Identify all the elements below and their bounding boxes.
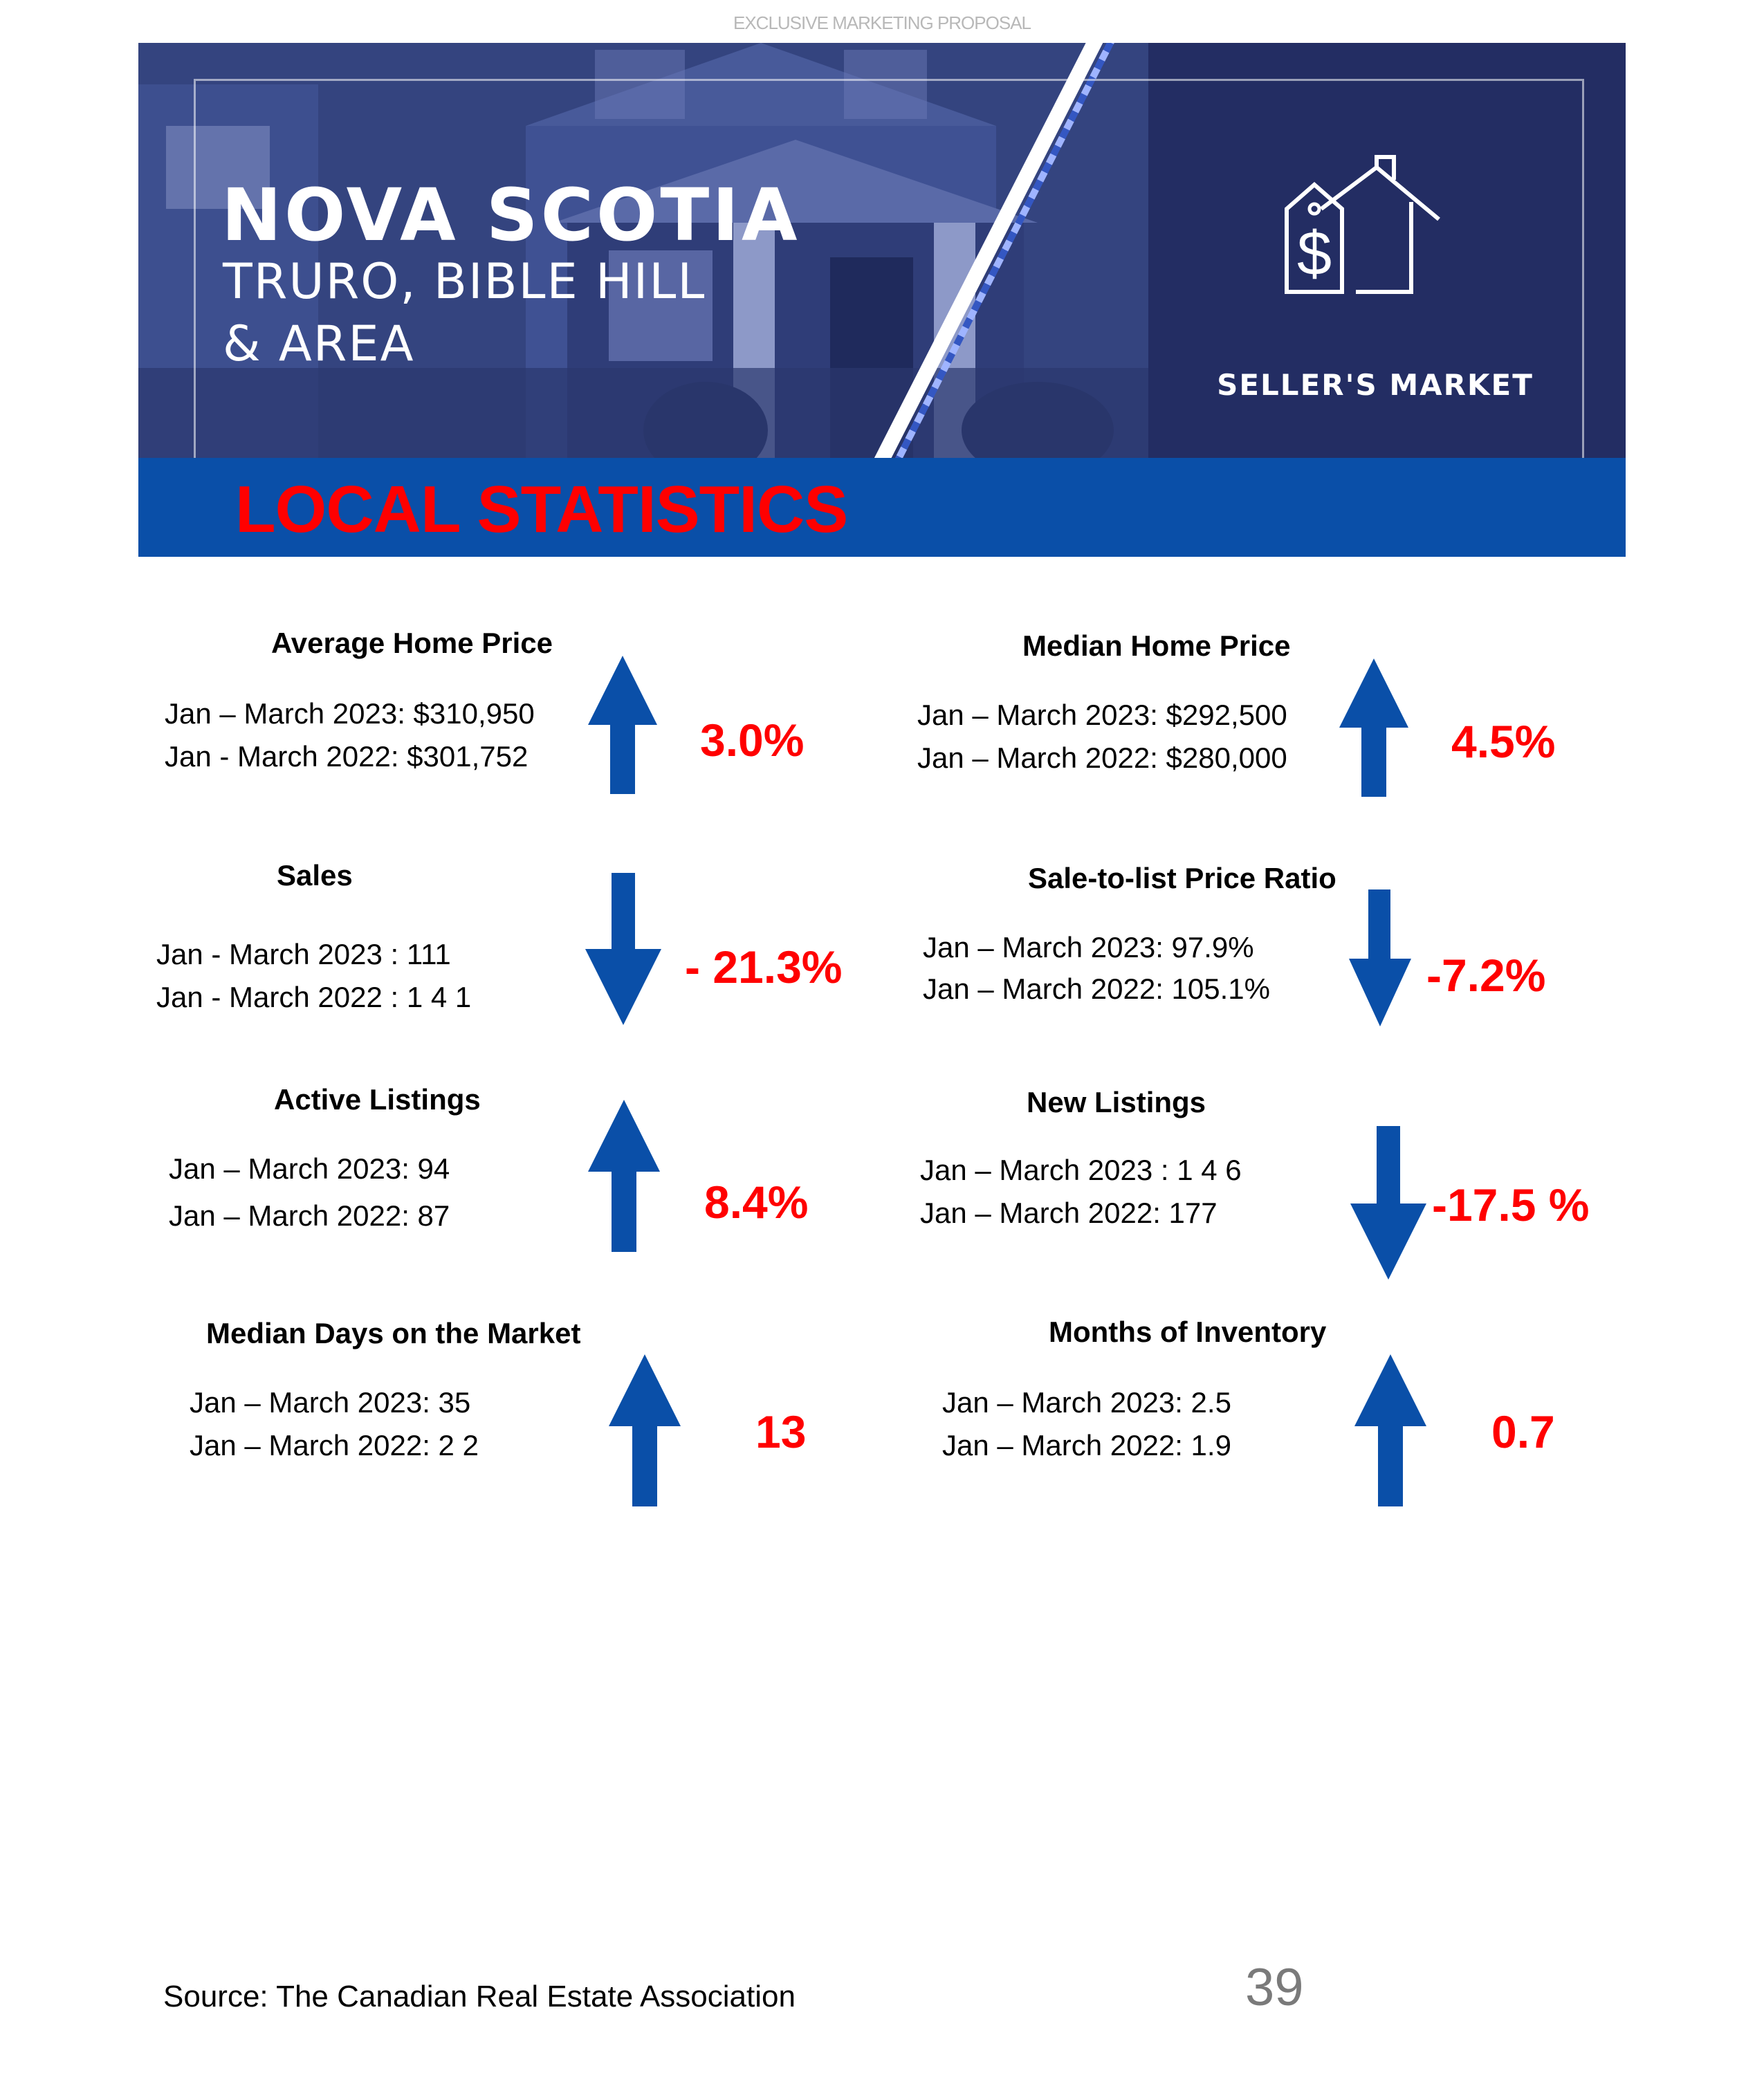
section-bar bbox=[138, 458, 1626, 557]
up-arrow-icon bbox=[1354, 1354, 1426, 1506]
svg-text:$: $ bbox=[1296, 219, 1332, 288]
banner-subtitle-line2: & AREA bbox=[223, 315, 415, 372]
stat-line-2022: Jan – March 2022: 177 bbox=[920, 1197, 1218, 1229]
stat-line-2022: Jan - March 2022: $301,752 bbox=[165, 740, 529, 773]
source-note: Source: The Canadian Real Estate Association bbox=[163, 1980, 796, 2013]
down-arrow-icon bbox=[1349, 889, 1411, 1026]
stat-line-2023: Jan – March 2023: $310,950 bbox=[165, 697, 535, 730]
up-arrow-icon bbox=[588, 656, 657, 794]
stat-line-2023: Jan – March 2023: 35 bbox=[190, 1386, 471, 1419]
stat-change: 0.7 bbox=[1491, 1406, 1555, 1457]
stat-title-new-listings: New Listings bbox=[1027, 1086, 1206, 1118]
stat-change: 8.4% bbox=[704, 1177, 809, 1228]
stat-line-2022: Jan – March 2022: $280,000 bbox=[917, 741, 1287, 774]
up-arrow-icon bbox=[609, 1354, 681, 1506]
stat-line-2023: Jan – March 2023: 97.9% bbox=[923, 931, 1254, 963]
up-arrow-icon bbox=[1339, 658, 1408, 797]
stat-line-2022: Jan – March 2022: 1.9 bbox=[942, 1429, 1231, 1461]
stat-line-2022: Jan – March 2022: 2 2 bbox=[190, 1429, 479, 1461]
stat-change: 13 bbox=[755, 1406, 807, 1457]
banner-subtitle bbox=[223, 250, 706, 375]
stat-line-2023: Jan – March 2023: $292,500 bbox=[917, 699, 1287, 731]
hero-banner bbox=[138, 43, 1626, 458]
stat-title-sale-to-list-ratio: Sale-to-list Price Ratio bbox=[1028, 862, 1336, 894]
stat-change: -17.5 % bbox=[1432, 1179, 1590, 1230]
stat-line-2023: Jan – March 2023: 2.5 bbox=[942, 1386, 1231, 1419]
stat-line-2023: Jan – March 2023: 94 bbox=[169, 1152, 450, 1185]
stat-line-2022: Jan – March 2022: 87 bbox=[169, 1199, 450, 1232]
down-arrow-icon bbox=[585, 873, 661, 1025]
banner-subtitle-line1: TRURO, BIBLE HILL bbox=[223, 253, 706, 310]
stat-change: 4.5% bbox=[1451, 716, 1556, 767]
stat-title-months-of-inventory: Months of Inventory bbox=[1049, 1316, 1327, 1348]
page-number: 39 bbox=[1245, 1958, 1304, 2017]
section-title: LOCAL STATISTICS bbox=[235, 472, 848, 546]
stat-title-average-home-price: Average Home Price bbox=[271, 627, 553, 659]
stat-line-2022: Jan – March 2022: 105.1% bbox=[923, 972, 1270, 1005]
stat-line-2023: Jan – March 2023 : 1 4 6 bbox=[920, 1154, 1242, 1186]
stat-change: 3.0% bbox=[700, 714, 805, 766]
stat-change: - 21.3% bbox=[685, 941, 843, 993]
stat-title-median-home-price: Median Home Price bbox=[1022, 629, 1291, 662]
market-label: SELLER'S MARKET bbox=[1217, 368, 1534, 402]
stat-title-active-listings: Active Listings bbox=[274, 1083, 481, 1116]
document-header: EXCLUSIVE MARKETING PROPOSAL bbox=[733, 12, 1031, 33]
stat-line-2022: Jan - March 2022 : 1 4 1 bbox=[156, 981, 472, 1013]
house-price-tag-icon bbox=[1273, 154, 1460, 313]
banner-title: NOVA SCOTIA bbox=[221, 173, 800, 257]
stat-title-median-days-on-market: Median Days on the Market bbox=[206, 1317, 581, 1349]
stat-title-sales: Sales bbox=[277, 859, 353, 892]
up-arrow-icon bbox=[588, 1100, 660, 1252]
stat-change: -7.2% bbox=[1426, 950, 1546, 1001]
stat-line-2023: Jan - March 2023 : 111 bbox=[156, 938, 451, 970]
down-arrow-icon bbox=[1350, 1126, 1426, 1280]
